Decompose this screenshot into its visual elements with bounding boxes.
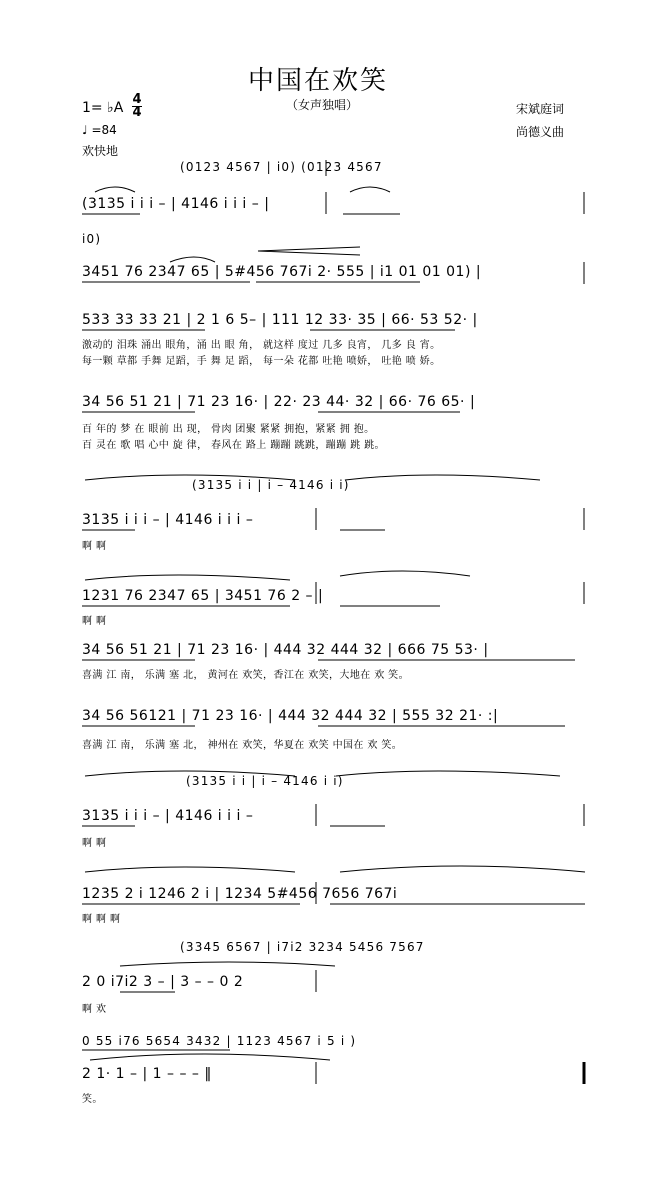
slur: [85, 867, 295, 872]
line-6-melody: 1231 76 2347 65 | 3451 76 2 – |: [82, 588, 324, 604]
line-4-lyric-1: 百 年的 梦 在 眼前 出 现， 骨肉 团聚 紧紧 拥抱，紧紧 拥 抱。: [82, 424, 375, 435]
lyricist: 宋斌庭词: [516, 102, 565, 116]
slur: [340, 571, 470, 576]
tempo-mark: ♩ =84: [82, 123, 117, 137]
time-signature: [132, 94, 142, 119]
line-2-melody: 3451 76 2347 65 | 5#456 767i 2· 555 | i1 01 01 01) |: [82, 264, 482, 280]
slur: [170, 257, 215, 262]
slur: [340, 866, 585, 872]
line-3-lyric-1: 激动的 泪珠 涌出 眼角，涌 出 眼 角， 就这样 度过 几多 良宵， 几多 良 宵。: [82, 340, 441, 351]
slur: [85, 575, 290, 580]
line-1-melody: (3135 i i i – | 4146 i i i – |: [82, 196, 270, 212]
line-5-accompaniment: (3135 i i | i – 4146 i i): [192, 478, 350, 492]
time-signature-bottom: 4: [132, 105, 142, 120]
song-title: 中国在欢笑: [248, 66, 389, 96]
line-4-lyric-2: 百 灵在 歌 唱 心中 旋 律， 春风在 路上 蹦蹦 跳跳，蹦蹦 跳 跳。: [82, 440, 385, 451]
line-12-lyric: 笑。: [82, 1094, 103, 1105]
line-4-melody: 34 56 51 21 | 71 23 16· | 22· 23 44· 32 | 66· 76 65· |: [82, 394, 476, 410]
line-7-lyric: 喜满 江 南， 乐满 塞 北， 黄河在 欢笑，香江在 欢笑，大地在 欢 笑。: [82, 670, 409, 681]
line-12-accompaniment: 0 55 i76 5654 3432 | 1123 4567 i 5 i ): [82, 1034, 357, 1048]
line-1-accompaniment: (0123 4567 | i0) (0123 4567: [180, 160, 383, 174]
line-2-accompaniment: i0): [82, 232, 102, 246]
line-9-lyric: 啊 啊: [82, 838, 107, 849]
line-5-lyric: 啊 啊: [82, 541, 107, 552]
slur: [336, 771, 560, 776]
key-signature: 1= ♭A: [82, 100, 124, 116]
line-11-melody: 2 0 i7i2 3 – | 3 – – 0 2: [82, 974, 244, 990]
time-signature-top: 4: [132, 92, 142, 107]
line-11-lyric: 啊 欢: [82, 1004, 107, 1015]
line-12-melody: 2 1· 1 – | 1 – – – ‖: [82, 1066, 212, 1082]
slur: [90, 1054, 330, 1060]
hairpin: [258, 247, 360, 255]
line-8-lyric: 喜满 江 南， 乐满 塞 北， 神州在 欢笑，华夏在 欢笑 中国在 欢 笑。: [82, 740, 403, 751]
expression-mark: 欢快地: [82, 144, 119, 158]
line-3-lyric-2: 每一颗 草都 手舞 足蹈，手 舞 足 蹈， 每一朵 花都 吐艳 喷娇， 吐艳 喷 娇。: [82, 356, 441, 367]
line-8-melody: 34 56 56121 | 71 23 16· | 444 32 444 32 | 555 32 21· :|: [82, 708, 499, 724]
line-7-melody: 34 56 51 21 | 71 23 16· | 444 32 444 32 | 666 75 53· |: [82, 642, 489, 658]
line-5-melody: 3135 i i i – | 4146 i i i –: [82, 512, 254, 528]
slur: [350, 187, 390, 192]
line-10-melody: 1235 2 i 1246 2 i | 1234 5#456 7656 767i: [82, 886, 398, 902]
line-3-melody: 533 33 33 21 | 2 1 6 5– | 111 12 33· 35 | 66· 53 52· |: [82, 312, 478, 328]
line-10-lyric: 啊 啊 啊: [82, 914, 121, 925]
line-9-melody: 3135 i i i – | 4146 i i i –: [82, 808, 254, 824]
slur: [345, 475, 540, 480]
line-9-accompaniment: (3135 i i | i – 4146 i i): [186, 774, 344, 788]
composer: 尚德义曲: [516, 125, 565, 139]
line-11-accompaniment: (3345 6567 | i7i2 3234 5456 7567: [180, 940, 425, 954]
slur: [120, 962, 335, 966]
line-6-lyric: 啊 啊: [82, 616, 107, 627]
slur: [95, 187, 135, 192]
song-subtitle: （女声独唱）: [286, 98, 359, 112]
